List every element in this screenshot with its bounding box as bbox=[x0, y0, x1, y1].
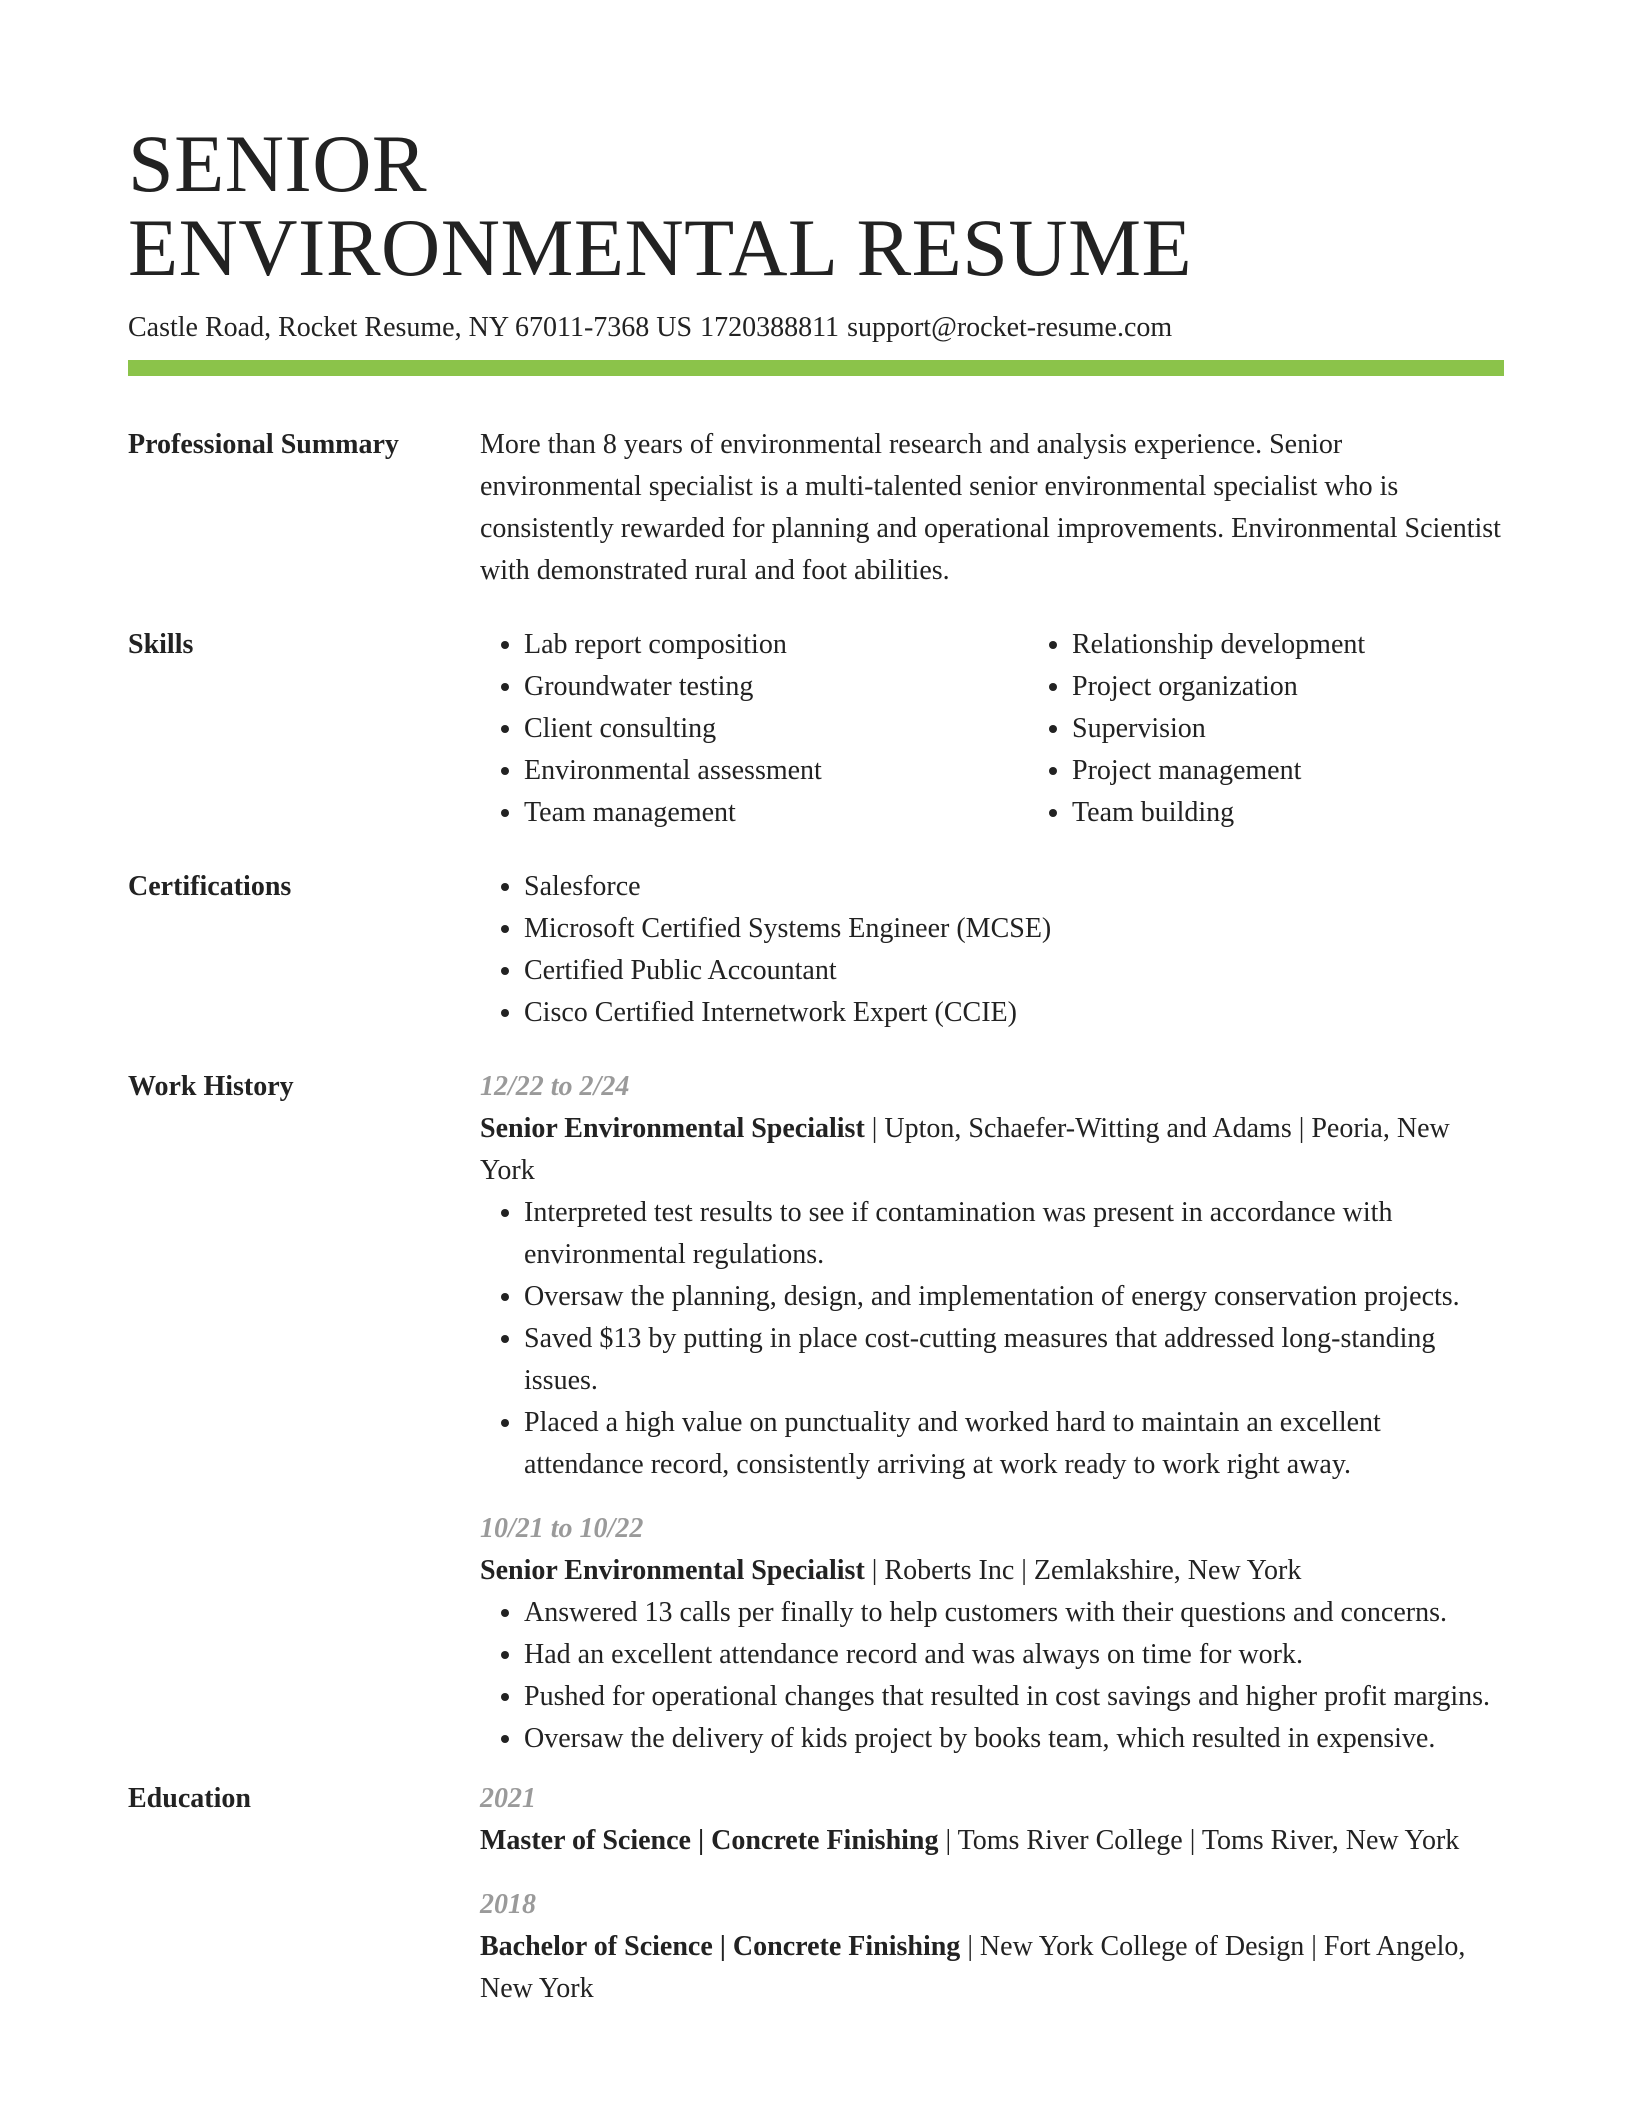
certification-item: • Microsoft Certified Systems Engineer (MCSE) bbox=[524, 908, 1504, 950]
job-bullet: • Oversaw the delivery of kids project by books team, which resulted in expensive. bbox=[524, 1718, 1504, 1760]
skill-item: • Client consulting bbox=[524, 708, 1028, 750]
job-role-line bbox=[480, 1108, 1504, 1192]
skill-item: • Supervision bbox=[1072, 708, 1504, 750]
education-year: 2021 bbox=[480, 1783, 536, 1814]
certifications-body bbox=[480, 866, 1504, 1034]
job-bullet: • Had an excellent attendance record and was always on time for work. bbox=[524, 1634, 1504, 1676]
education-section bbox=[128, 1778, 1504, 2010]
job-role-line bbox=[480, 1550, 1504, 1592]
certifications-list bbox=[480, 866, 1504, 1034]
job-bullet: • Oversaw the planning, design, and implementation of energy conservation projects. bbox=[524, 1276, 1504, 1318]
job-bullet: • Placed a high value on punctuality and worked hard to maintain an excellent attendance record, consistently arriving at work ready to work right away. bbox=[524, 1402, 1504, 1486]
education-degree-line bbox=[480, 1926, 1504, 2010]
job-title: Senior Environmental Specialist bbox=[480, 1113, 865, 1144]
skill-item: • Relationship development bbox=[1072, 624, 1504, 666]
certification-item: • Cisco Certified Internetwork Expert (CCIE) bbox=[524, 992, 1504, 1034]
certification-item: • Certified Public Accountant bbox=[524, 950, 1504, 992]
skill-item: • Project organization bbox=[1072, 666, 1504, 708]
summary-text: More than 8 years of environmental research and analysis experience. Senior environmental specialist is a multi-talented senior environmental specialist who is consistently rewarded for planning and operational improvements. Environmental Scientist with demonstrated rural and foot abilities. bbox=[480, 429, 1501, 586]
summary-body bbox=[480, 424, 1504, 592]
job-employer-location: | Roberts Inc | Zemlakshire, New York bbox=[864, 1555, 1302, 1586]
job-employer-location: | Upton, Schaefer-Witting and Adams | Peoria, New York bbox=[480, 1113, 1450, 1186]
skill-item: • Team management bbox=[524, 792, 1028, 834]
contact-email: support@rocket-resume.com bbox=[847, 312, 1173, 343]
job-entry bbox=[480, 1508, 1504, 1760]
job-dates: 12/22 to 2/24 bbox=[480, 1071, 630, 1102]
contact-line bbox=[128, 310, 1504, 346]
header-divider bbox=[128, 360, 1504, 376]
work-history-section bbox=[128, 1066, 1504, 1760]
skill-item: • Project management bbox=[1072, 750, 1504, 792]
education-school-location: | Toms River College | Toms River, New York bbox=[938, 1825, 1460, 1856]
resume-name bbox=[128, 118, 1504, 293]
education-degree: Master of Science | Concrete Finishing bbox=[480, 1825, 939, 1856]
name-line-1: SENIOR bbox=[128, 118, 428, 209]
education-degree: Bachelor of Science | Concrete Finishing bbox=[480, 1931, 961, 1962]
education-entry bbox=[480, 1778, 1504, 1862]
skill-item: • Team building bbox=[1072, 792, 1504, 834]
education-entry bbox=[480, 1884, 1504, 2010]
skills-section bbox=[128, 624, 1504, 834]
certification-item: • Salesforce bbox=[524, 866, 1504, 908]
education-body bbox=[480, 1778, 1504, 2010]
job-bullet: • Saved $13 by putting in place cost-cutting measures that addressed long-standing issues. bbox=[524, 1318, 1504, 1402]
work-history-heading: Work History bbox=[128, 1071, 294, 1102]
summary-heading: Professional Summary bbox=[128, 429, 399, 460]
skills-body bbox=[480, 624, 1504, 834]
skills-list-left bbox=[480, 624, 1028, 834]
job-bullet: • Pushed for operational changes that resulted in cost savings and higher profit margins. bbox=[524, 1676, 1504, 1718]
education-school-location: | New York College of Design | Fort Angelo, New York bbox=[480, 1931, 1466, 2004]
certifications-heading: Certifications bbox=[128, 871, 292, 902]
skill-item: • Groundwater testing bbox=[524, 666, 1028, 708]
job-bullet: • Answered 13 calls per finally to help customers with their questions and concerns. bbox=[524, 1592, 1504, 1634]
job-bullets bbox=[480, 1592, 1504, 1760]
job-title: Senior Environmental Specialist bbox=[480, 1555, 865, 1586]
education-year: 2018 bbox=[480, 1889, 536, 1920]
skills-heading: Skills bbox=[128, 629, 194, 660]
education-heading: Education bbox=[128, 1783, 251, 1814]
job-entry bbox=[480, 1066, 1504, 1486]
skill-item: • Environmental assessment bbox=[524, 750, 1028, 792]
job-bullets bbox=[480, 1192, 1504, 1486]
skill-item: • Lab report composition bbox=[524, 624, 1028, 666]
contact-address: Castle Road, Rocket Resume, NY 67011-7368 US bbox=[128, 312, 693, 343]
job-dates: 10/21 to 10/22 bbox=[480, 1513, 644, 1544]
work-history-body bbox=[480, 1066, 1504, 1760]
certifications-section bbox=[128, 866, 1504, 1034]
job-bullet: • Interpreted test results to see if contamination was present in accordance with environmental regulations. bbox=[524, 1192, 1504, 1276]
skills-list-right bbox=[1028, 624, 1504, 834]
education-degree-line bbox=[480, 1820, 1504, 1862]
summary-section bbox=[128, 424, 1504, 592]
contact-phone: 1720388811 bbox=[700, 312, 840, 343]
name-line-2: ENVIRONMENTAL RESUME bbox=[128, 202, 1193, 293]
